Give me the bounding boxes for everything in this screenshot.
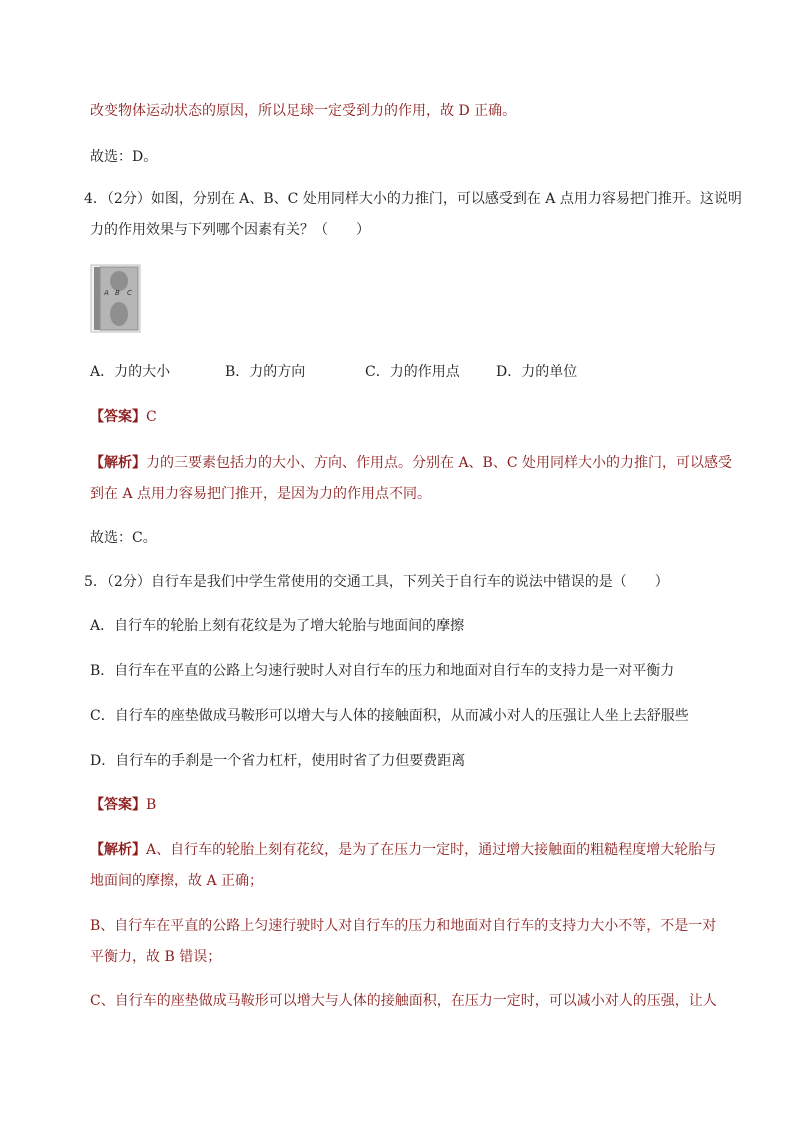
door-image [90, 264, 142, 334]
q4-choice: 故选：C。 [90, 530, 157, 546]
q5-analysis-line3: B、自行车在平直的公路上匀速行驶时人对自行车的压力和地面对自行车的支持力大小不等，不是一对 [90, 918, 717, 934]
q5-answer-tag: 【答案】 [90, 797, 146, 813]
q4-analysis-line1 [90, 454, 732, 472]
q5-analysis-text1: A、自行车的轮胎上刻有花纹，是为了在压力一定时，通过增大接触面的粗糙程度增大轮胎与 [146, 842, 717, 858]
q5-analysis-line4: 平衡力，故 B 错误； [90, 949, 222, 965]
q5-answer-value: B [146, 797, 157, 813]
q4-analysis-text1: 力的三要素包括力的大小、方向、作用点。分别在 A、B、C 处用同样大小的力推门，可以感受 [146, 455, 733, 471]
prev-analysis-line: 改变物体运动状态的原因，所以足球一定受到力的作用，故 D 正确。 [90, 103, 517, 119]
q4-option-d: D．力的单位 [496, 364, 578, 380]
q5-stem: 5．（2分）自行车是我们中学生常使用的交通工具，下列关于自行车的说法中错误的是（ ） [84, 574, 669, 590]
q4-stem-line2: 力的作用效果与下列哪个因素有关？（ ） [90, 222, 370, 238]
q5-option-b: B．自行车在平直的公路上匀速行驶时人对自行车的压力和地面对自行车的支持力是一对平衡力 [90, 663, 675, 679]
q5-option-d: D．自行车的手刹是一个省力杠杆，使用时省了力但要费距离 [90, 753, 466, 769]
q5-analysis-line5: C、自行车的座垫做成马鞍形可以增大与人体的接触面积，在压力一定时，可以减小对人的压强，让人 [90, 993, 717, 1009]
q4-option-b: B．力的方向 [225, 364, 306, 380]
door-figure [90, 264, 142, 334]
q5-option-a: A．自行车的轮胎上刻有花纹是为了增大轮胎与地面间的摩擦 [90, 618, 465, 634]
q5-analysis-tag: 【解析】 [90, 842, 146, 858]
q5-analysis-line2: 地面间的摩擦，故 A 正确； [90, 873, 264, 889]
q4-analysis-line2: 到在 A 点用力容易把门推开，是因为力的作用点不同。 [90, 486, 432, 502]
q4-answer [90, 408, 157, 426]
prev-choice: 故选：D。 [90, 149, 158, 165]
q4-answer-value: C [146, 409, 157, 425]
q4-stem-line1: 4．（2分）如图，分别在 A、B、C 处用同样大小的力推门，可以感受到在 A 点用力容易把门推开。这说明 [84, 191, 742, 207]
door-label-b: B [115, 289, 120, 297]
door-label-a: A [104, 289, 109, 297]
q4-analysis-tag: 【解析】 [90, 455, 146, 471]
q5-analysis-line1 [90, 841, 716, 859]
q4-answer-tag: 【答案】 [90, 409, 146, 425]
q5-option-c: C．自行车的座垫做成马鞍形可以增大与人体的接触面积，从而减小对人的压强让人坐上去舒服些 [90, 708, 689, 724]
q5-answer [90, 796, 156, 814]
door-label-c: C [127, 289, 132, 297]
q4-option-a: A．力的大小 [90, 364, 171, 380]
q4-option-c: C．力的作用点 [365, 364, 460, 380]
